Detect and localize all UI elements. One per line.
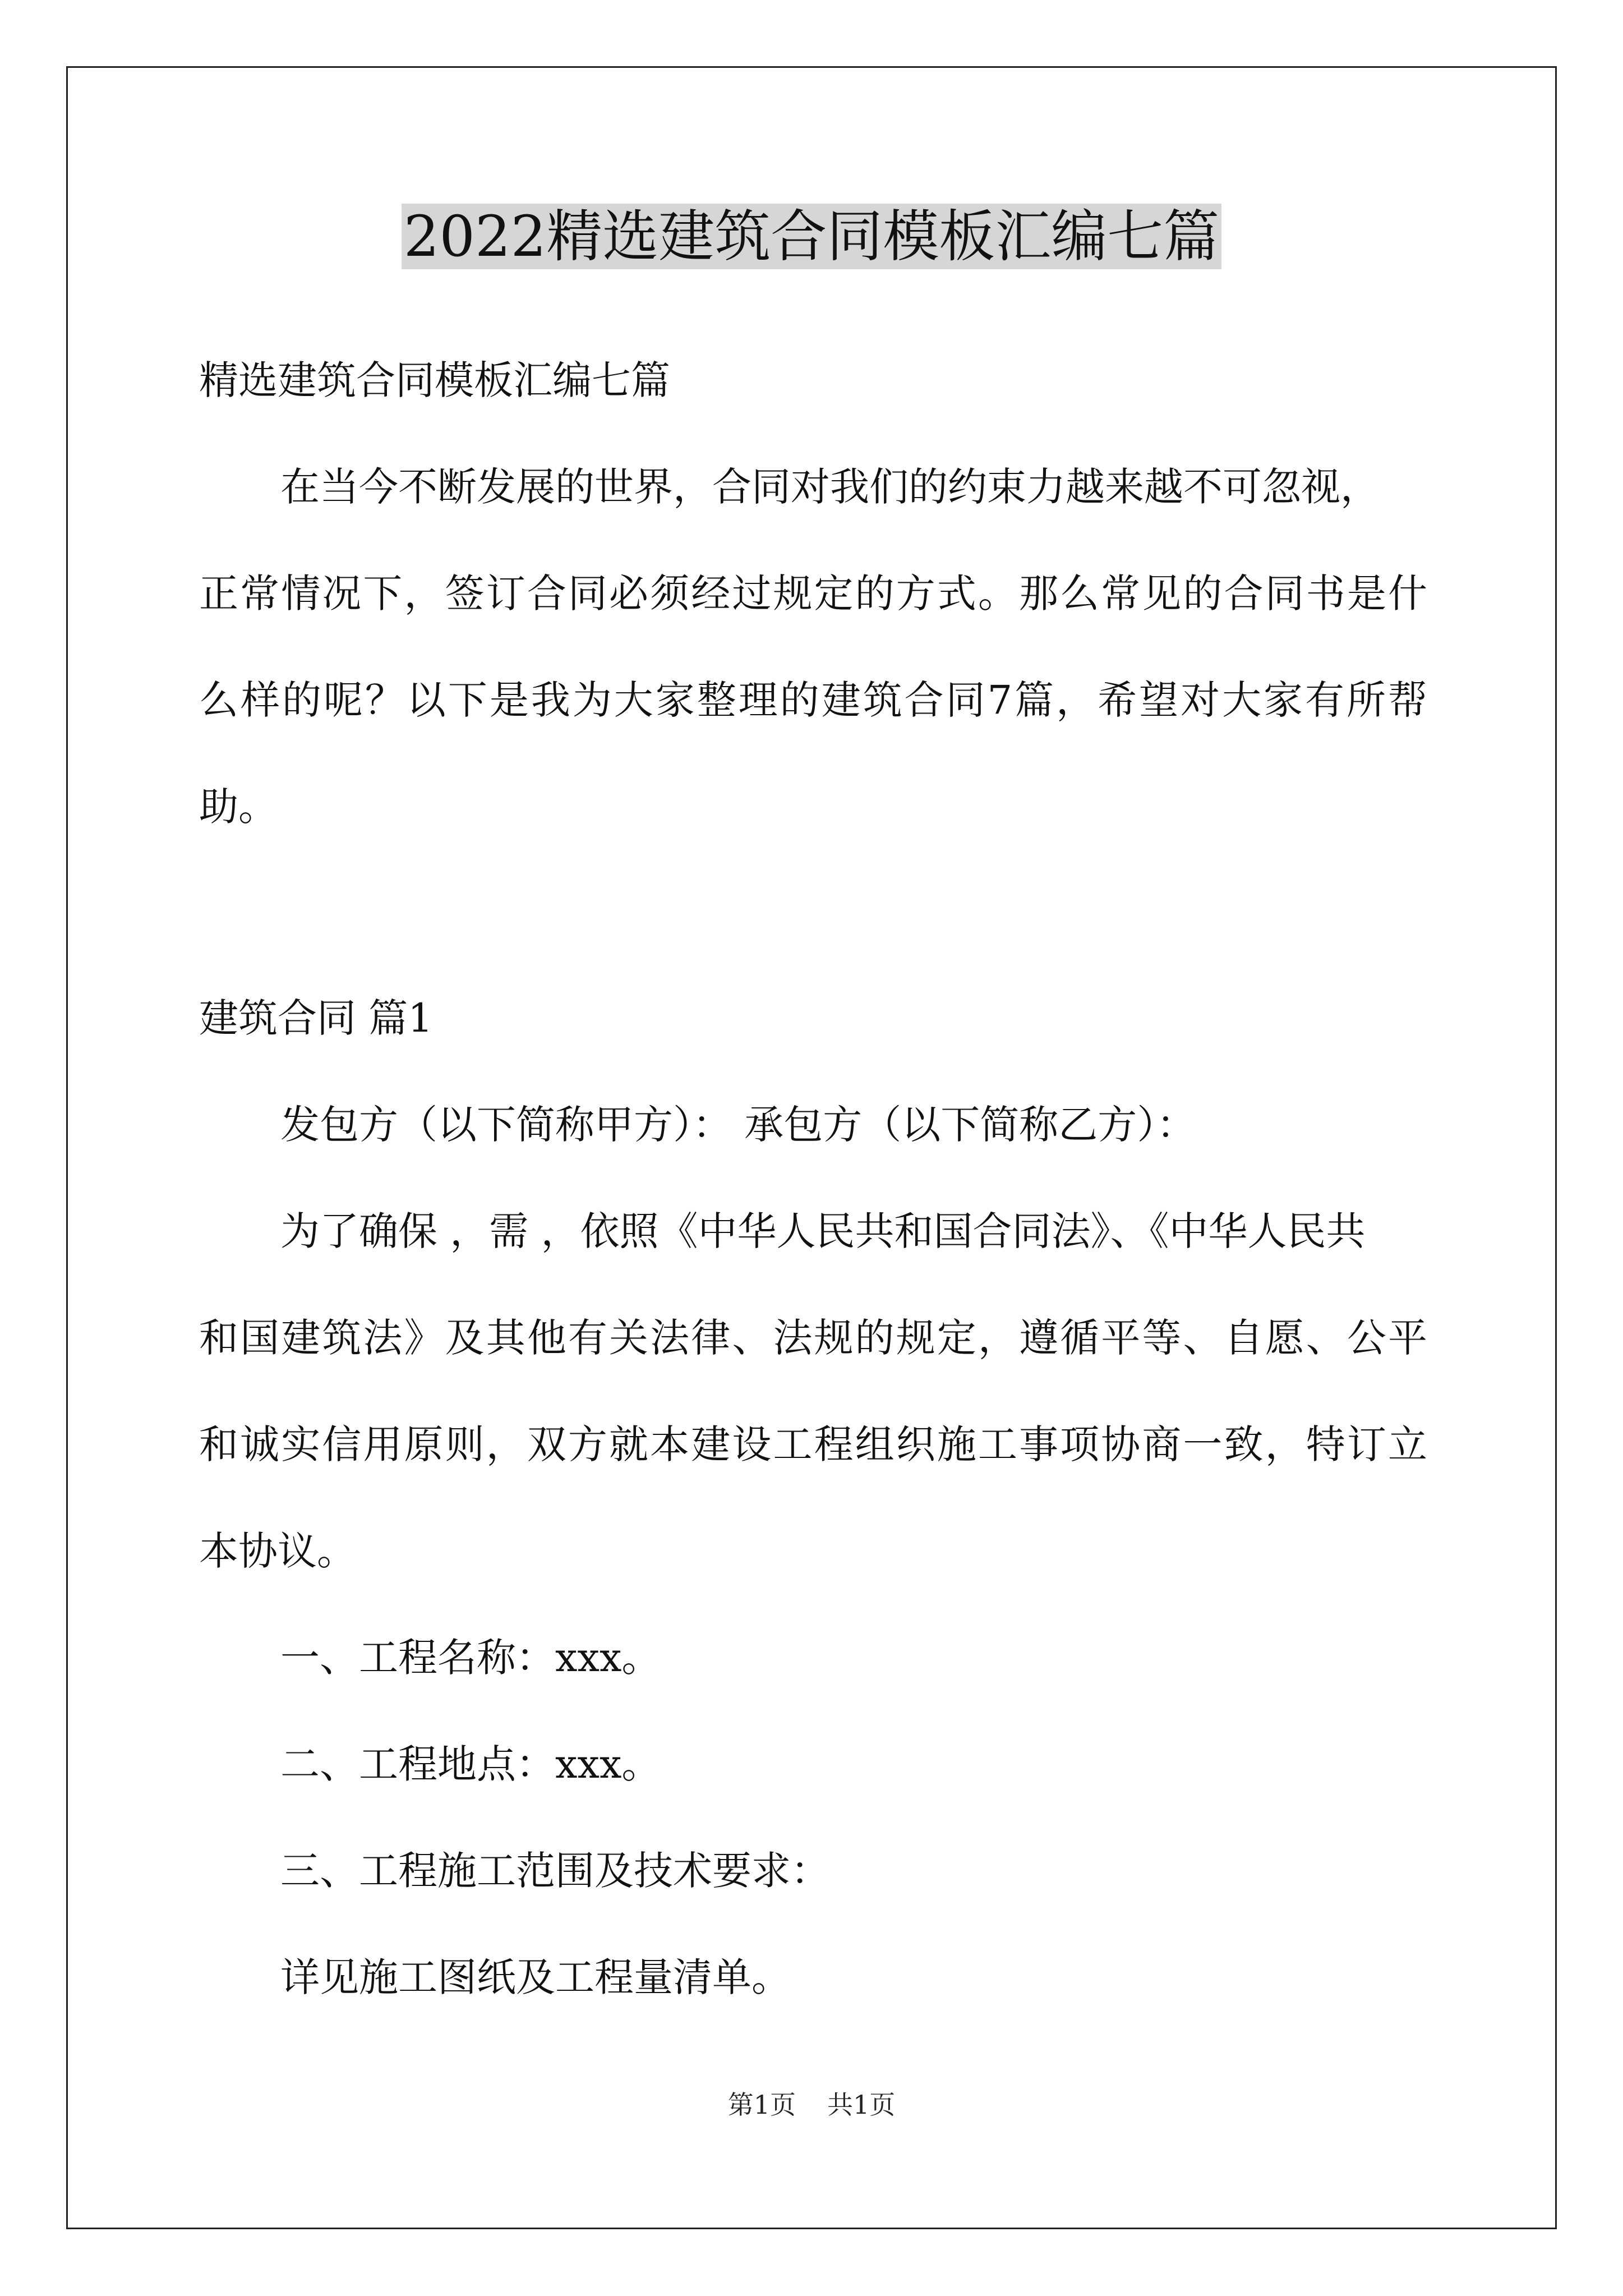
page-number-current: 第1页 <box>727 2090 796 2120</box>
intro-line-3: 么样的呢？以下是我为大家整理的建筑合同7篇，希望对大家有所帮 <box>199 677 1427 723</box>
purpose-line-2: 和国建筑法》及其他有关法律、法规的规定，遵循平等、自愿、公平 <box>199 1315 1427 1361</box>
page-footer <box>0 2088 1623 2122</box>
intro-line-2: 正常情况下，签订合同必须经过规定的方式。那么常见的合同书是什 <box>199 570 1427 616</box>
page-number-total: 共1页 <box>827 2090 896 2120</box>
document-title <box>0 197 1623 276</box>
document-title-text: 2022精选建筑合同模板汇编七篇 <box>402 204 1222 269</box>
purpose-line-1: 为了确保 ，需 ，依照《中华人民共和国合同法》、《中华人民共 <box>280 1208 1366 1254</box>
clause-scope-detail: 详见施工图纸及工程量清单。 <box>280 1954 791 2000</box>
clause-project-location: 二、工程地点：xxx。 <box>280 1741 661 1787</box>
parties-line: 发包方（以下简称甲方）： 承包方（以下简称乙方）： <box>280 1102 1196 1148</box>
purpose-line-4: 本协议。 <box>199 1528 356 1574</box>
document-subtitle: 精选建筑合同模板汇编七篇 <box>199 357 670 403</box>
purpose-line-3: 和诚实信用原则，双方就本建设工程组织施工事项协商一致，特订立 <box>199 1421 1427 1467</box>
clause-scope-requirements: 三、工程施工范围及技术要求： <box>280 1848 830 1894</box>
section-heading: 建筑合同 篇1 <box>199 995 433 1041</box>
intro-line-4: 助。 <box>199 784 278 830</box>
intro-line-1: 在当今不断发展的世界，合同对我们的约束力越来越不可忽视， <box>280 464 1380 510</box>
clause-project-name: 一、工程名称：xxx。 <box>280 1635 661 1681</box>
